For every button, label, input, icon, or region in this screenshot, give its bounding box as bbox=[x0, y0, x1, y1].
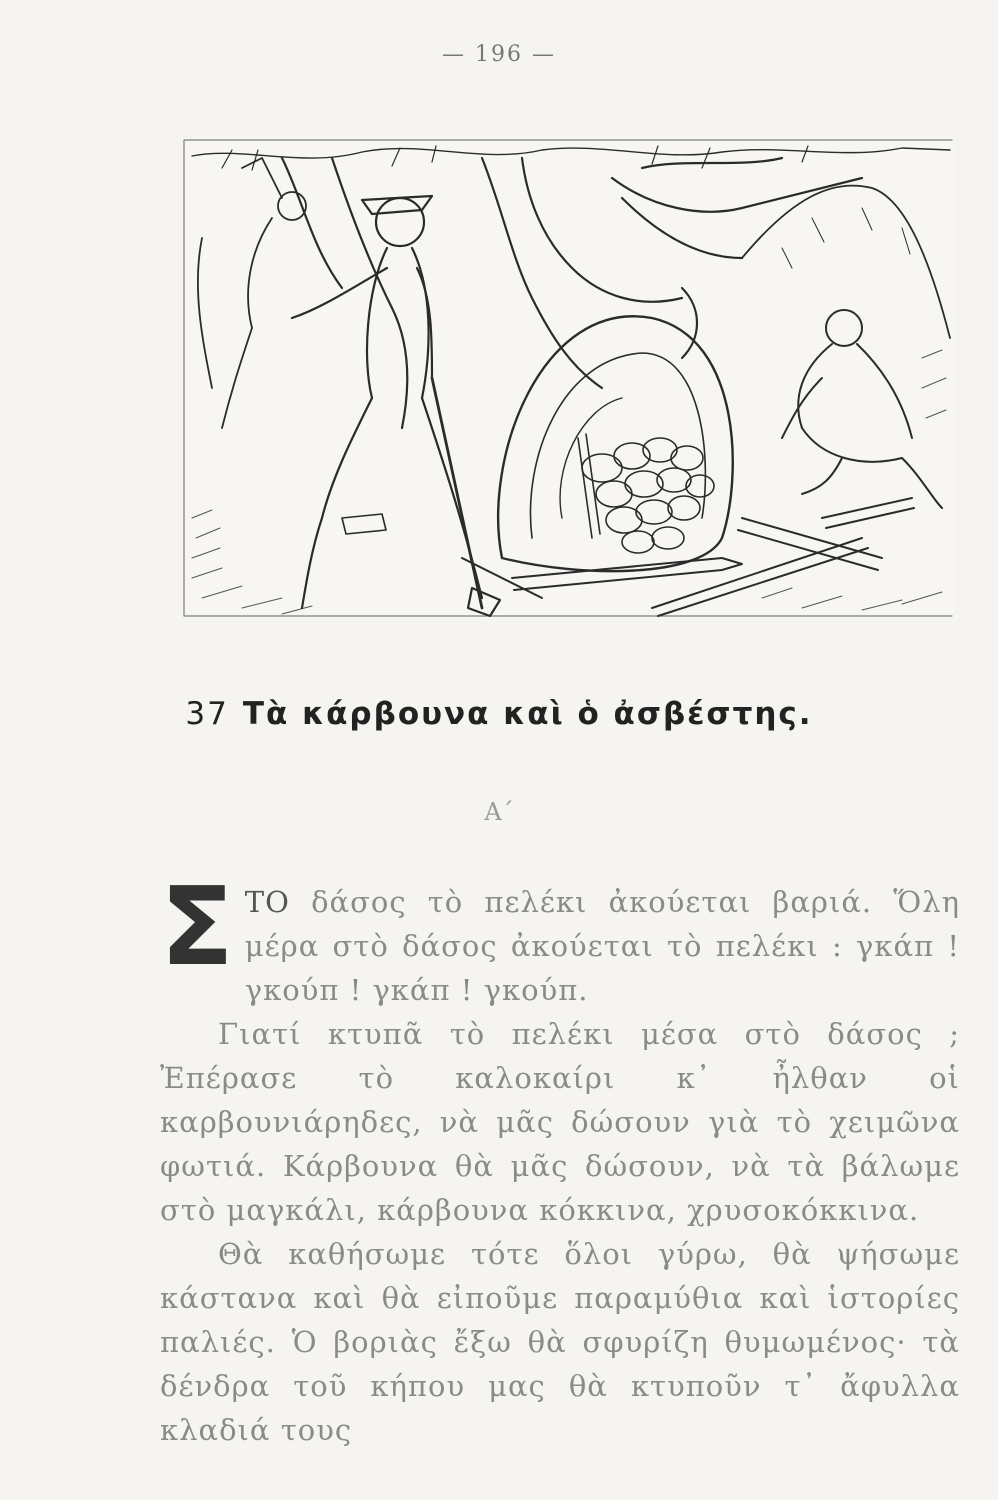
page-number: — 196 — bbox=[442, 42, 556, 67]
charcoal-burners-illustration bbox=[182, 138, 954, 618]
illustration-drawing bbox=[182, 138, 954, 618]
paragraph-3: Θὰ καθήσωμε τότε ὅλοι γύρω, θὰ ψήσωμε κάστανα καὶ θὰ εἰποῦμε παραμύθια καὶ ἱστορίες παλιές. Ὁ βοριὰς ἔξω θὰ σφυρίζη θυμωμένος· τὰ δένδρα τοῦ κήπου μας θὰ κτυποῦν τ᾽ ἄφυλλα κλαδιά τους bbox=[160, 1237, 960, 1447]
chapter-title-text: Τὰ κάρβουνα καὶ ὁ ἀσβέστης. bbox=[242, 696, 813, 732]
body-text bbox=[160, 865, 960, 1452]
paragraph-1-text: δάσος τὸ πελέκι ἀκούεται βαριά. Ὅλη μέρα στὸ δάσος ἀκούεται τὸ πελέκι : γκάπ ! γκούπ ! γκάπ ! γκούπ. bbox=[244, 885, 960, 1007]
chapter-title bbox=[0, 696, 998, 732]
section-mark: Α΄ bbox=[484, 798, 514, 826]
drop-cap: Σ bbox=[160, 865, 235, 990]
chapter-number: 37 bbox=[185, 696, 229, 732]
paragraph-2: Γιατί κτυπᾶ τὸ πελέκι μέσα στὸ δάσος ; Ἐπέρασε τὸ καλοκαίρι κ᾽ ἦλθαν οἱ καρβουνιάρηδες, νὰ μᾶς δώσουν γιὰ τὸ χειμῶνα φωτιά. Κάρβουνα θὰ μᾶς δώσουν, νὰ τὰ βάλωμε στὸ μαγκάλι, κάρβουνα κόκκινα, χρυσοκόκκινα. bbox=[160, 1017, 960, 1227]
drop-cap-rest: ΤΟ bbox=[244, 885, 290, 919]
paragraph-1 bbox=[160, 865, 960, 1012]
